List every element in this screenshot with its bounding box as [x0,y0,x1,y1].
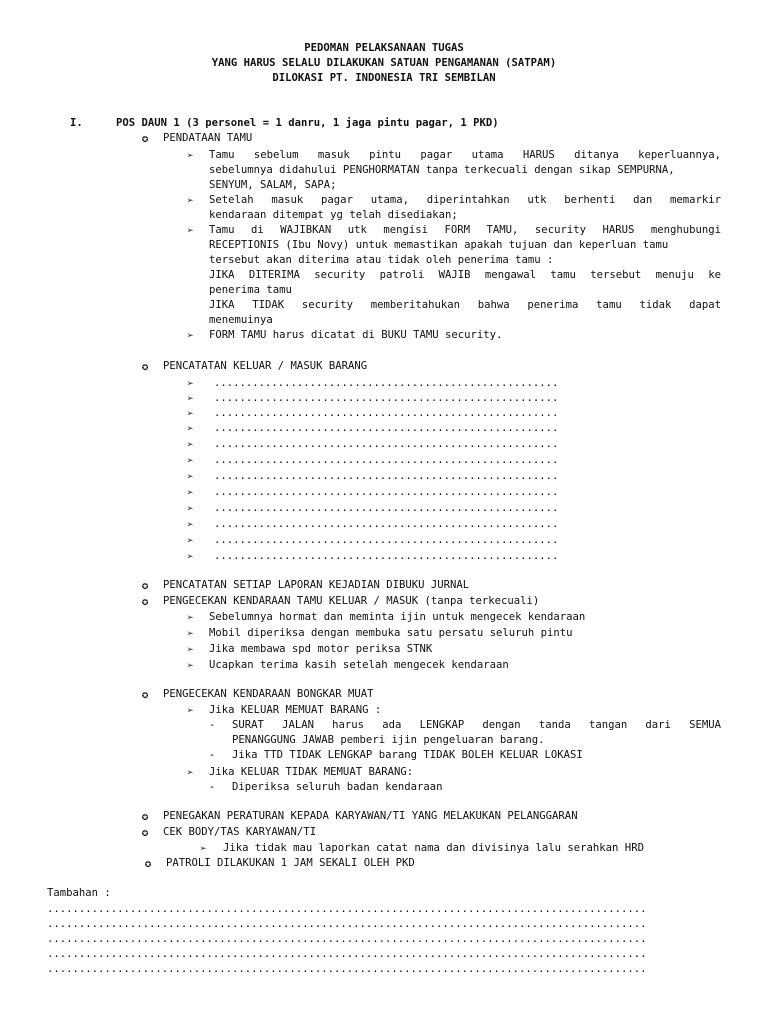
barang-dots-line: ...................................................... [214,407,559,419]
arrow-bullet-icon: ➢ [187,194,194,207]
section-number: I. [70,117,83,129]
tambahan-dots-line: .............................................................................................. [47,963,647,975]
tambahan-dots-line: .............................................................................................. [47,903,647,915]
arrow-bullet-icon: ➢ [187,486,194,499]
barang-dots-line: ...................................................... [214,502,559,514]
pendataan-item-3-line-2: RECEPTIONIS (Ibu Novy) untuk memastikan apakah tujuan dan keperluan tamu [209,239,669,251]
pendataan-item-3-line-5: penerima tamu [209,284,292,296]
barang-dots-line: ...................................................... [214,470,559,482]
arrow-bullet-icon: ➢ [187,329,194,342]
kendaraan-tamu-item: Sebelumnya hormat dan meminta ijin untuk mengecek kendaraan [209,611,586,623]
arrow-bullet-icon: ➢ [187,502,194,515]
gear-bullet-icon: ✪ [141,826,149,839]
section-heading: POS DAUN 1 (3 personel = 1 danru, 1 jaga pintu pagar, 1 PKD) [116,117,499,129]
arrow-bullet-icon: ➢ [187,627,194,640]
kendaraan-tamu-label: PENGECEKAN KENDARAAN TAMU KELUAR / MASUK (tanpa terkecuali) [163,595,540,607]
barang-dots-line: ...................................................... [214,486,559,498]
arrow-bullet-icon: ➢ [187,392,194,405]
arrow-bullet-icon: ➢ [187,704,194,717]
arrow-bullet-icon: ➢ [187,643,194,656]
tambahan-label: Tambahan : [47,887,111,899]
kendaraan-tamu-item: Ucapkan terima kasih setelah mengecek kendaraan [209,659,509,671]
arrow-bullet-icon: ➢ [187,377,194,390]
bongkar-sub2-item: Diperiksa seluruh badan kendaraan [232,781,443,793]
dash-marker: - [209,719,216,731]
document-title-line-2: YANG HARUS SELALU DILAKUKAN SATUAN PENGAMANAN (SATPAM) [211,57,557,69]
arrow-bullet-icon: ➢ [187,470,194,483]
arrow-bullet-icon: ➢ [187,518,194,531]
gear-bullet-icon: ✪ [141,810,149,823]
pendataan-item-3-line-4: JIKA DITERIMA security patroli WAJIB mengawal tamu tersebut menuju ke [209,269,721,281]
dash-marker: - [209,781,216,793]
arrow-bullet-icon: ➢ [187,438,194,451]
arrow-bullet-icon: ➢ [187,407,194,420]
barang-dots-line: ...................................................... [214,422,559,434]
pendataan-item-2-line-2: kendaraan ditempat yg telah disediakan; [209,209,458,221]
barang-dots-line: ...................................................... [214,377,559,389]
arrow-bullet-icon: ➢ [187,611,194,624]
tambahan-dots-line: .............................................................................................. [47,918,647,930]
pendataan-item-1-line-2: sebelumnya didahului PENGHORMATAN tanpa terkecuali dengan sikap SEMPURNA, [209,164,675,176]
document-title-line-1: PEDOMAN PELAKSANAAN TUGAS [304,42,464,54]
document-title-line-3: DILOKASI PT. INDONESIA TRI SEMBILAN [272,72,496,84]
bongkar-sub1-item-1-line-2: PENANGGUNG JAWAB pemberi ijin pengeluaran barang. [232,734,545,746]
barang-dots-line: ...................................................... [214,392,559,404]
bongkar-sub1-label: Jika KELUAR MEMUAT BARANG : [209,704,382,716]
kendaraan-tamu-item: Jika membawa spd motor periksa STNK [209,643,433,655]
gear-bullet-icon: ✪ [141,132,149,145]
gear-bullet-icon: ✪ [141,360,149,373]
barang-dots-line: ...................................................... [214,534,559,546]
barang-dots-line: ...................................................... [214,454,559,466]
arrow-bullet-icon: ➢ [187,550,194,563]
tambahan-dots-line: .............................................................................................. [47,948,647,960]
gear-bullet-icon: ✪ [141,579,149,592]
arrow-bullet-icon: ➢ [187,224,194,237]
bongkar-label: PENGECEKAN KENDARAAN BONGKAR MUAT [163,688,374,700]
cek-body-item: Jika tidak mau laporkan catat nama dan divisinya lalu serahkan HRD [223,842,644,854]
barang-label: PENCATATAN KELUAR / MASUK BARANG [163,360,368,372]
barang-dots-line: ...................................................... [214,550,559,562]
arrow-bullet-icon: ➢ [187,534,194,547]
pendataan-item-1-line-1: Tamu sebelum masuk pintu pagar utama HARUS ditanya keperluannya, [209,149,721,161]
arrow-bullet-icon: ➢ [187,454,194,467]
gear-bullet-icon: ✪ [144,857,152,870]
gear-bullet-icon: ✪ [141,688,149,701]
arrow-bullet-icon: ➢ [187,659,194,672]
arrow-bullet-icon: ➢ [187,766,194,779]
arrow-bullet-icon: ➢ [187,422,194,435]
pendataan-item-1-line-3: SENYUM, SALAM, SAPA; [209,179,337,191]
tambahan-dots-line: .............................................................................................. [47,933,647,945]
barang-dots-line: ...................................................... [214,518,559,530]
pendataan-item-4-line-1: FORM TAMU harus dicatat di BUKU TAMU security. [209,329,503,341]
pendataan-item-3-line-7: menemuinya [209,314,273,326]
bongkar-sub1-item-1-line-1: SURAT JALAN harus ada LENGKAP dengan tanda tangan dari SEMUA [232,719,721,731]
dash-marker: - [209,749,216,761]
bongkar-sub2-label: Jika KELUAR TIDAK MEMUAT BARANG: [209,766,414,778]
cek-body-label: CEK BODY/TAS KARYAWAN/TI [163,826,317,838]
gear-bullet-icon: ✪ [141,595,149,608]
peraturan-label: PENEGAKAN PERATURAN KEPADA KARYAWAN/TI YANG MELAKUKAN PELANGGARAN [163,810,578,822]
patroli-label: PATROLI DILAKUKAN 1 JAM SEKALI OLEH PKD [166,857,415,869]
pendataan-label: PENDATAAN TAMU [163,132,253,144]
arrow-bullet-icon: ➢ [187,149,194,162]
kendaraan-tamu-item: Mobil diperiksa dengan membuka satu persatu seluruh pintu [209,627,573,639]
pendataan-item-3-line-1: Tamu di WAJIBKAN utk mengisi FORM TAMU, security HARUS menghubungi [209,224,721,236]
pendataan-item-3-line-3: tersebut akan diterima atau tidak oleh penerima tamu : [209,254,554,266]
laporan-label: PENCATATAN SETIAP LAPORAN KEJADIAN DIBUKU JURNAL [163,579,470,591]
pendataan-item-3-line-6: JIKA TIDAK security memberitahukan bahwa penerima tamu tidak dapat [209,299,721,311]
arrow-bullet-icon: ➢ [200,842,207,855]
barang-dots-line: ...................................................... [214,438,559,450]
pendataan-item-2-line-1: Setelah masuk pagar utama, diperintahkan utk berhenti dan memarkir [209,194,721,206]
bongkar-sub1-item-2: Jika TTD TIDAK LENGKAP barang TIDAK BOLEH KELUAR LOKASI [232,749,583,761]
